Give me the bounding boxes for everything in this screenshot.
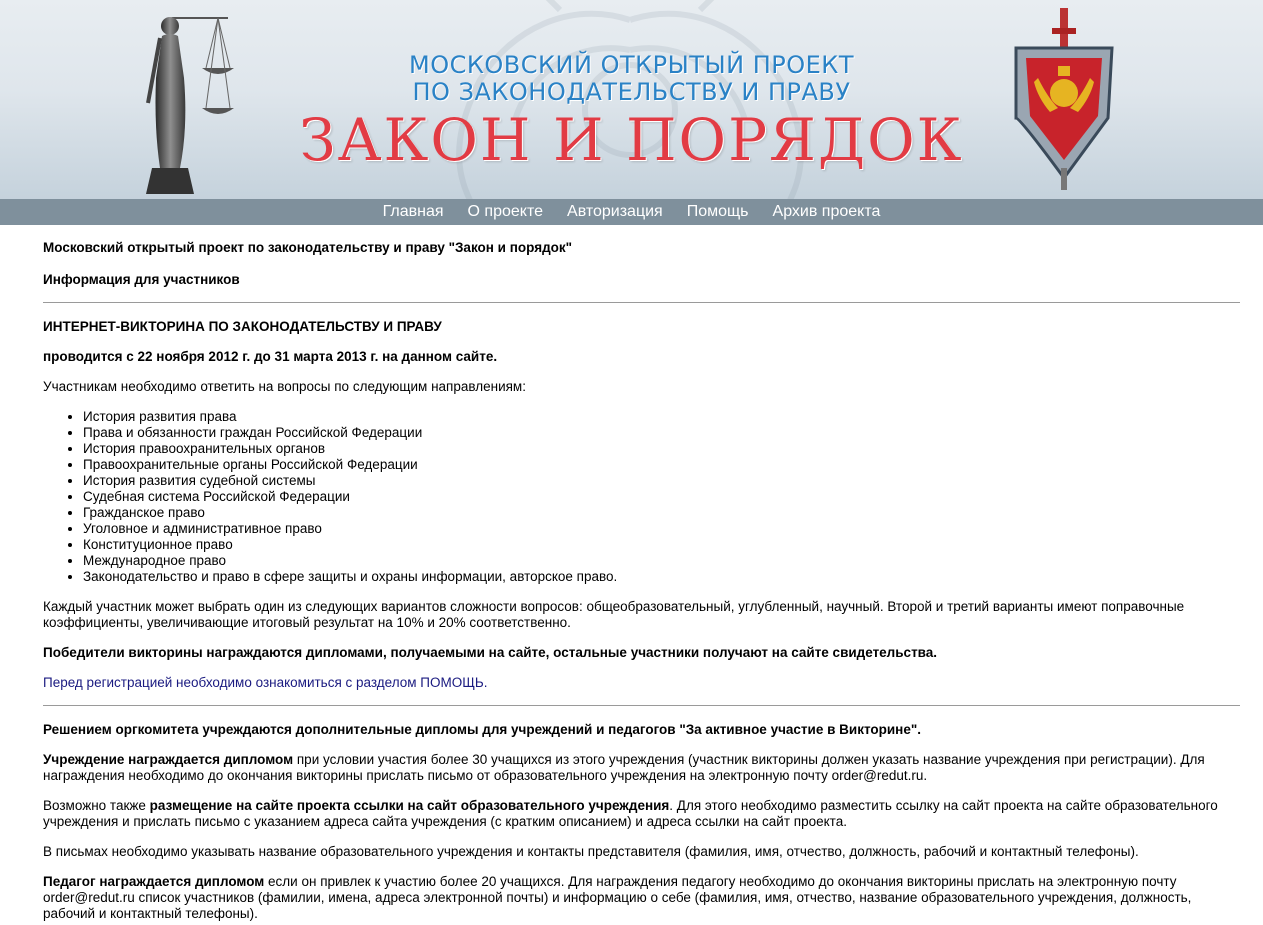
quiz-heading: ИНТЕРНЕТ-ВИКТОРИНА ПО ЗАКОНОДАТЕЛЬСТВУ И ПРАВУ <box>43 319 442 334</box>
list-item: • История развития права <box>83 409 1240 425</box>
institution-paragraph <box>43 752 1240 784</box>
teacher-text: если он привлек к участию более 20 учащихся. Для награждения педагогу необходимо до окончания викторины прислать на электронную почту order@redut.ru список участников (фамилии, имена, адреса электронной почты) и информацию о себе (фамилия, имя, отчество, название образовательного учреждения, должность, рабочий и контактный телефоны). <box>43 874 1192 921</box>
winners-text: Победители викторины награждаются дипломами, получаемыми на сайте, остальные участники получают на сайте свидетельства. <box>43 645 938 660</box>
list-item: • Уголовное и административное право <box>83 521 1240 537</box>
teacher-paragraph <box>43 874 1240 922</box>
quiz-dates: проводится с 22 ноября 2012 г. до 31 марта 2013 г. на данном сайте. <box>43 349 498 364</box>
nav-help-link[interactable]: Помощь <box>686 203 749 220</box>
placement-pre: Возможно также <box>43 798 150 813</box>
info-heading: Информация для участников <box>43 272 240 287</box>
header-subtitle-line1: МОСКОВСКИЙ ОТКРЫТЫЙ ПРОЕКТ <box>408 51 854 79</box>
list-item: • Законодательство и право в сфере защиты и охраны информации, авторское право. <box>83 569 1240 585</box>
header-title: ЗАКОН И ПОРЯДОК <box>299 106 964 174</box>
help-section-link[interactable]: Перед регистрацией необходимо ознакомиться с разделом ПОМОЩЬ. <box>43 675 488 690</box>
list-item: • Конституционное право <box>83 537 1240 553</box>
directions-list <box>43 409 1240 585</box>
list-item: • Правоохранительные органы Российской Федерации <box>83 457 1240 473</box>
shield-emblem-icon <box>1008 8 1120 190</box>
list-item: • Права и обязанности граждан Российской Федерации <box>83 425 1240 441</box>
nav-login-link[interactable]: Авторизация <box>567 203 663 220</box>
main-content <box>0 225 1263 922</box>
committee-text: Решением оргкомитета учреждаются дополнительные дипломы для учреждений и педагогов "За активное участие в Викторине". <box>43 722 921 737</box>
difficulty-text: Каждый участник может выбрать один из следующих вариантов сложности вопросов: общеобразовательный, углубленный, научный. Второй и третий варианты имеют поправочные коэффициенты, увеличивающие итоговый результат на 10% и 20% соответственно. <box>43 599 1185 630</box>
main-navigation <box>0 199 1263 225</box>
nav-archive-link[interactable]: Архив проекта <box>772 203 881 220</box>
site-header <box>0 0 1263 199</box>
placement-bold: размещение на сайте проекта ссылки на сайт образовательного учреждения <box>149 798 670 813</box>
placement-text: . Для этого необходимо разместить ссылку на сайт проекта на сайте образовательного учреждения и прислать письмо с указанием адреса сайта учреждения (с кратким описанием) и адреса ссылки на сайт проекта. <box>43 798 1218 829</box>
header-subtitle-line2: ПО ЗАКОНОДАТЕЛЬСТВУ И ПРАВУ <box>412 78 851 106</box>
project-name: Московский открытый проект по законодательству и праву "Закон и порядок" <box>43 240 573 255</box>
letters-text: В письмах необходимо указывать название образовательного учреждения и контакты представителя (фамилия, имя, отчество, должность, рабочий и контактный телефоны). <box>43 844 1139 859</box>
list-item: • Судебная система Российской Федерации <box>83 489 1240 505</box>
placement-paragraph <box>43 798 1240 830</box>
list-item: • Гражданское право <box>83 505 1240 521</box>
list-item: • История развития судебной системы <box>83 473 1240 489</box>
list-item: • История правоохранительных органов <box>83 441 1240 457</box>
teacher-bold: Педагог награждается дипломом <box>43 874 265 889</box>
nav-about-link[interactable]: О проекте <box>467 203 544 220</box>
institution-bold: Учреждение награждается дипломом <box>43 752 294 767</box>
list-item: • Международное право <box>83 553 1240 569</box>
institution-text: при условии участия более 30 учащихся из этого учреждения (участник викторины должен указать название учреждения при регистрации). Для награждения необходимо до окончания викторины прислать письмо от образовательного учреждения на электронную почту order@redut.ru. <box>43 752 1205 783</box>
directions-intro: Участникам необходимо ответить на вопросы по следующим направлениям: <box>43 379 526 394</box>
nav-home-link[interactable]: Главная <box>382 203 444 220</box>
